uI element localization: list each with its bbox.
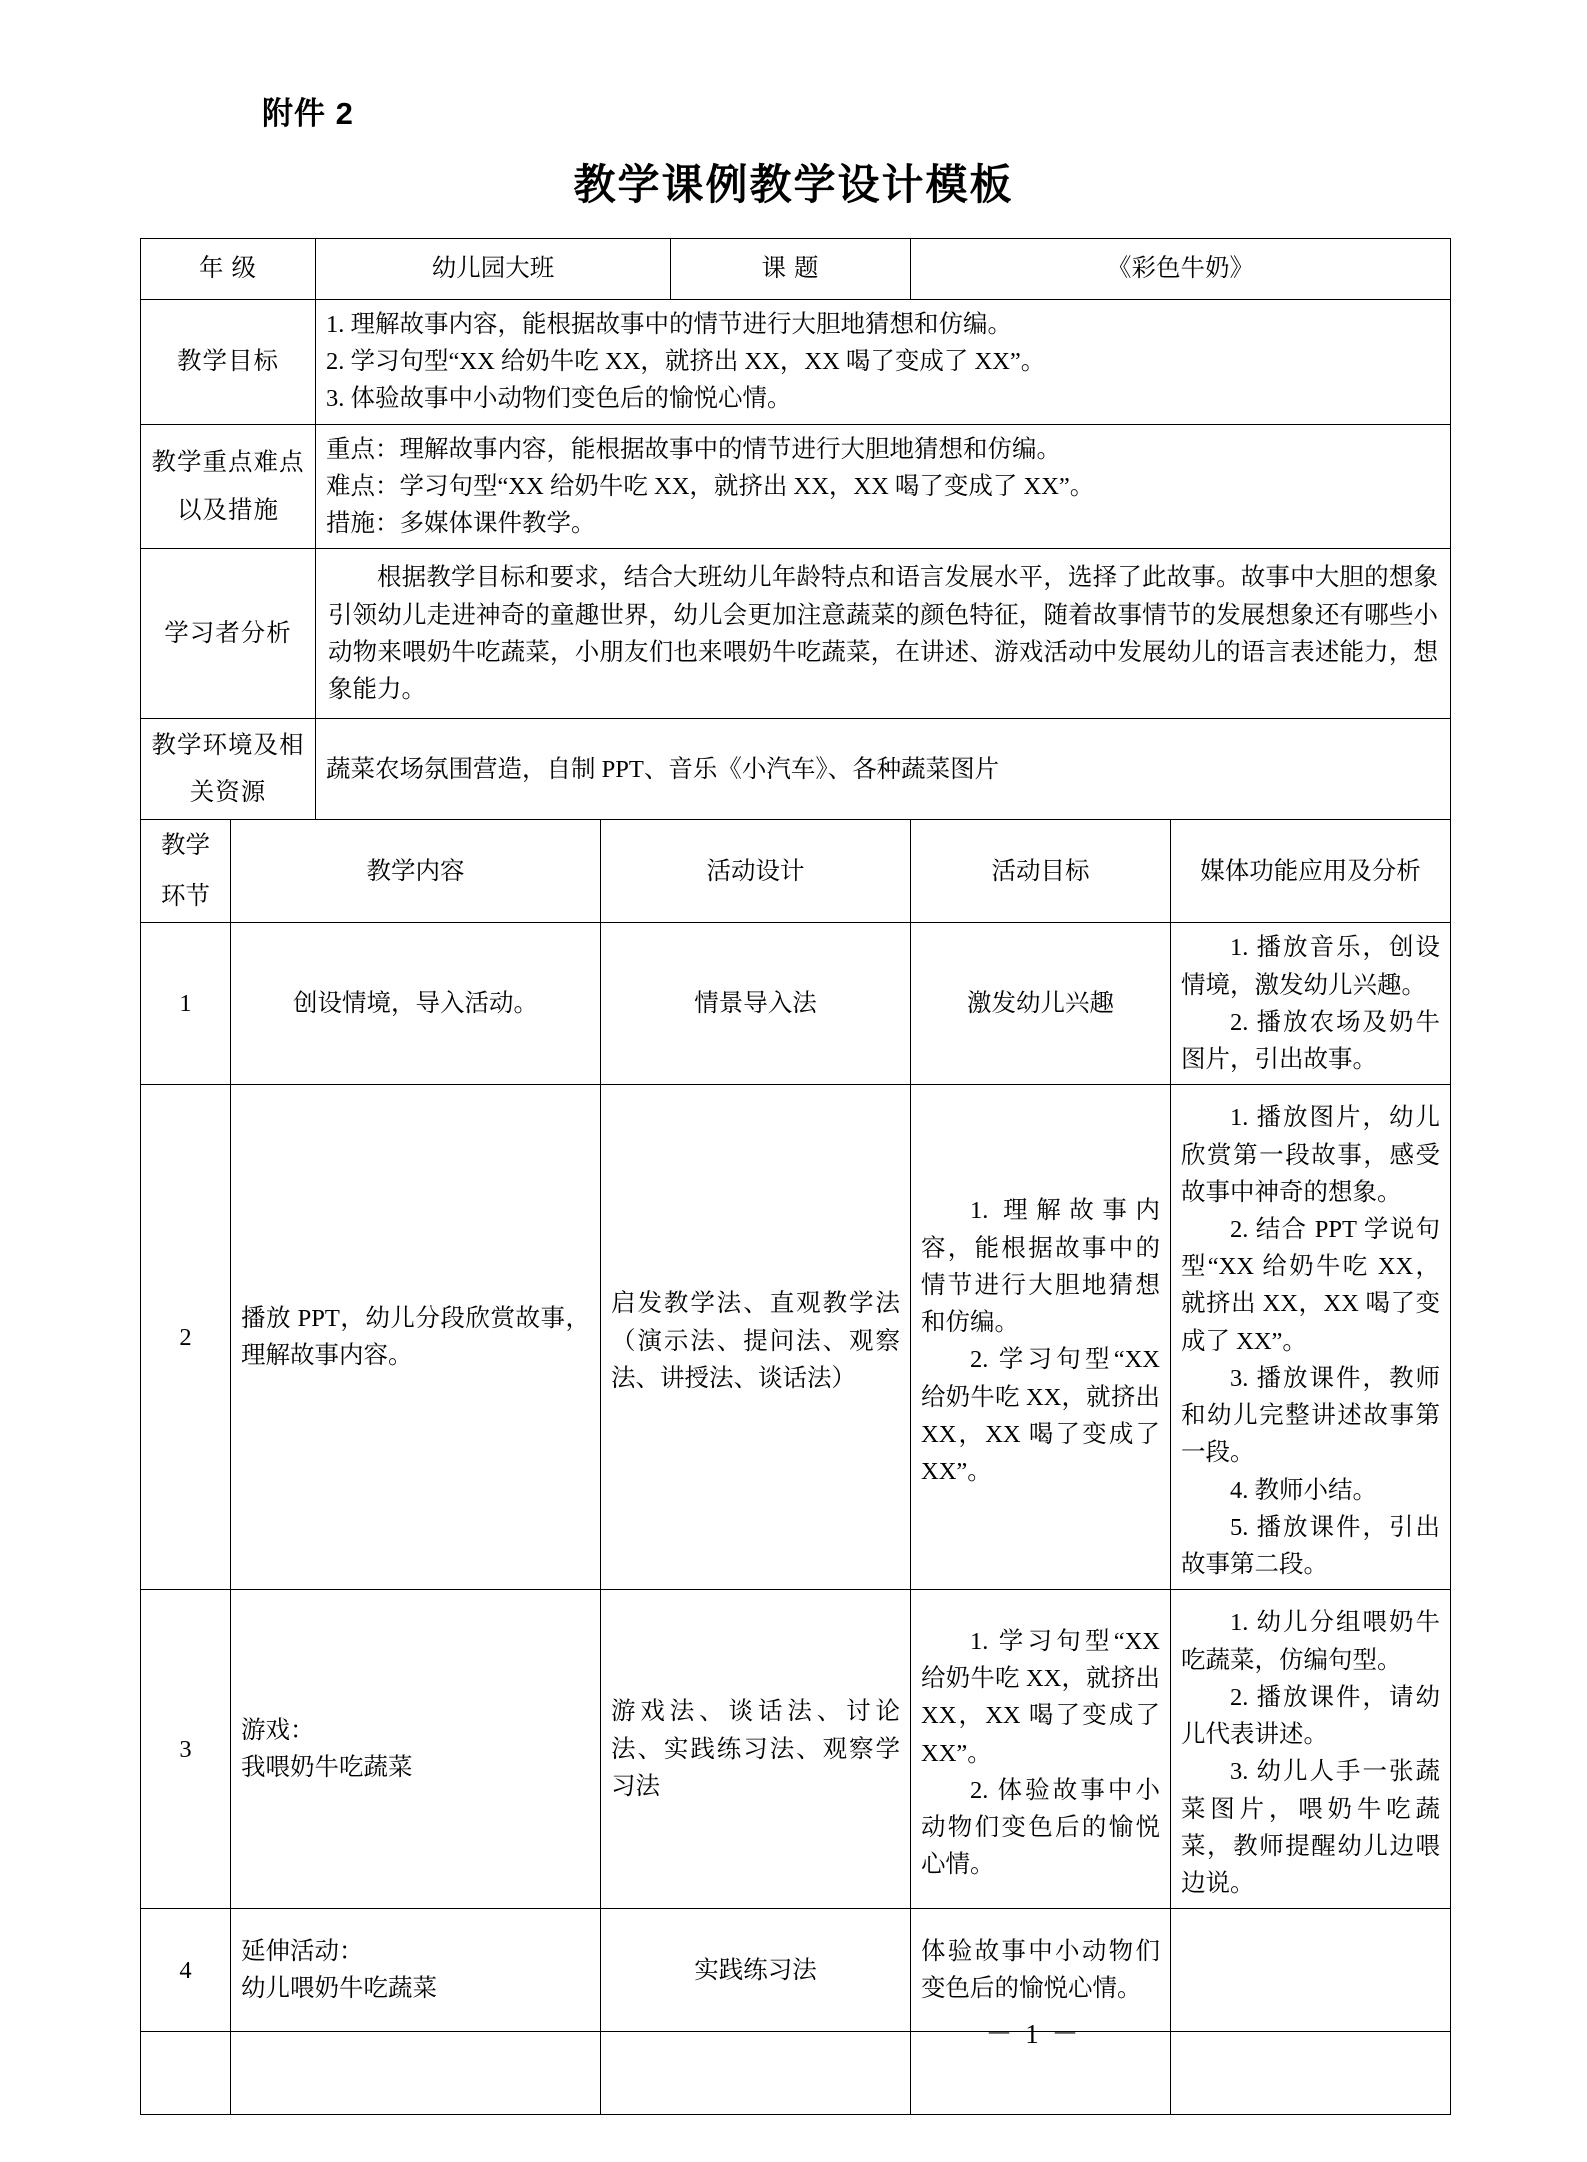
environment-label-line-2: 关资源 [189, 779, 267, 807]
keypoints-label [141, 424, 316, 549]
learner-value [316, 549, 1451, 719]
page-title: 教学课例教学设计模板 [573, 163, 1014, 209]
header-step-line-2: 环节 [161, 883, 210, 911]
table-row-objectives [141, 300, 1451, 425]
activity-header-row [141, 820, 1451, 923]
row-design: 启发教学法、直观教学法（演示法、提问法、观察法、讲授法、谈话法） [601, 1085, 911, 1590]
row-goal: 激发幼儿兴趣 [911, 923, 1171, 1085]
row-content: 创设情境，导入活动。 [231, 923, 601, 1085]
row-media-paragraph-1: 1. 播放音乐，创设情境，激发幼儿兴趣。 [1181, 934, 1440, 999]
topic-value: 《彩色牛奶》 [911, 239, 1451, 300]
row-content-line-1: 延伸活动： [241, 1937, 364, 1965]
keypoints-line-2: 难点：学习句型“XX 给奶牛吃 XX，就挤出 XX，XX 喝了变成了 XX”。 [326, 472, 1095, 500]
environment-label [141, 719, 316, 820]
row-media-paragraph-2: 2. 结合 PPT 学说句型“XX 给奶牛吃 XX，就挤出 XX，XX 喝了变成了 XX”。 [1181, 1215, 1440, 1355]
environment-label-line-1: 教学环境及相 [151, 732, 305, 760]
row-media-paragraph-4: 4. 教师小结。 [1230, 1476, 1377, 1504]
header-step [141, 820, 231, 923]
row-goal-paragraph-1: 1. 学习句型“XX 给奶牛吃 XX，就挤出 XX，XX 喝了变成了 XX”。 [921, 1627, 1160, 1767]
row-goal-paragraph-2: 2. 体验故事中小动物们变色后的愉悦心情。 [921, 1776, 1160, 1879]
table-row-grade [141, 239, 1451, 300]
row-step: 3 [141, 1590, 231, 1909]
row-goal [911, 1590, 1171, 1909]
row-content [231, 1590, 601, 1909]
row-media-paragraph-1: 1. 幼儿分组喂奶牛吃蔬菜，仿编句型。 [1181, 1609, 1440, 1674]
row-design: 实践练习法 [601, 1909, 911, 2032]
row-media-paragraph-2: 2. 播放课件，请幼儿代表讲述。 [1181, 1683, 1440, 1749]
row-media-paragraph-5: 5. 播放课件，引出故事第二段。 [1181, 1513, 1440, 1579]
table-row [141, 1590, 1451, 1909]
objectives-label: 教学目标 [141, 300, 316, 425]
row-goal [911, 1085, 1171, 1590]
objectives-line-2: 2. 学习句型“XX 给奶牛吃 XX，就挤出 XX，XX 喝了变成了 XX”。 [326, 348, 1046, 376]
grade-value: 幼儿园大班 [316, 239, 671, 300]
keypoints-line-1: 重点：理解故事内容，能根据故事中的情节进行大胆地猜想和仿编。 [326, 435, 1061, 463]
keypoints-label-line-1: 教学重点难点 [151, 449, 305, 477]
table-row-environment [141, 719, 1451, 820]
row-media [1171, 1085, 1451, 1590]
table-row-keypoints [141, 424, 1451, 549]
table-row [141, 1085, 1451, 1590]
row-content-line-2: 我喂奶牛吃蔬菜 [241, 1754, 413, 1782]
row-step: 2 [141, 1085, 231, 1590]
header-step-line-1: 教学 [161, 832, 210, 860]
row-content: 播放 PPT，幼儿分段欣赏故事，理解故事内容。 [231, 1085, 601, 1590]
row-step: 1 [141, 923, 231, 1085]
objectives-line-3: 3. 体验故事中小动物们变色后的愉悦心情。 [326, 385, 792, 413]
row-media-paragraph-3: 3. 播放课件，教师和幼儿完整讲述故事第一段。 [1181, 1364, 1440, 1467]
row-media-paragraph-3: 3. 幼儿人手一张蔬菜图片，喂奶牛吃蔬菜，教师提醒幼儿边喂边说。 [1181, 1758, 1440, 1897]
row-media-paragraph-2: 2. 播放农场及奶牛图片，引出故事。 [1181, 1008, 1440, 1074]
topic-label: 课 题 [671, 239, 911, 300]
attachment-label: 附件 2 [262, 96, 354, 131]
page-number: － 1 － [985, 2019, 1082, 2049]
keypoints-value [316, 424, 1451, 549]
row-step: 4 [141, 1909, 231, 2032]
learner-paragraph: 根据教学目标和要求，结合大班幼儿年龄特点和语言发展水平，选择了此故事。故事中大胆的想象引领幼儿走进神奇的童趣世界，幼儿会更加注意蔬菜的颜色特征，随着故事情节的发展想象还有哪些小动物来喂奶牛吃蔬菜，小朋友们也来喂奶牛吃蔬菜，在讲述、游戏活动中发展幼儿的语言表述能力，想象能力。 [328, 564, 1438, 704]
lesson-plan-table [140, 238, 1451, 2115]
row-goal-paragraph-1: 1. 理解故事内容，能根据故事中的情节进行大胆地猜想和仿编。 [921, 1197, 1160, 1337]
objectives-value [316, 300, 1451, 425]
keypoints-label-line-2: 以及措施 [177, 496, 279, 524]
header-design: 活动设计 [601, 820, 911, 923]
row-design: 游戏法、谈话法、讨论法、实践练习法、观察学习法 [601, 1590, 911, 1909]
row-goal: 体验故事中小动物们变色后的愉悦心情。 [911, 1909, 1171, 2032]
environment-value: 蔬菜农场氛围营造，自制 PPT、音乐《小汽车》、各种蔬菜图片 [316, 719, 1451, 820]
row-design: 情景导入法 [601, 923, 911, 1085]
row-goal-paragraph-2: 2. 学习句型“XX 给奶牛吃 XX，就挤出 XX，XX 喝了变成了 XX”。 [921, 1346, 1160, 1485]
header-goal: 活动目标 [911, 820, 1171, 923]
learner-label: 学习者分析 [141, 549, 316, 719]
row-media [1171, 1590, 1451, 1909]
header-media: 媒体功能应用及分析 [1171, 820, 1451, 923]
row-media [1171, 923, 1451, 1085]
table-row [141, 923, 1451, 1085]
row-media-paragraph-1: 1. 播放图片，幼儿欣赏第一段故事，感受故事中神奇的想象。 [1181, 1104, 1440, 1206]
objectives-line-1: 1. 理解故事内容，能根据故事中的情节进行大胆地猜想和仿编。 [326, 311, 1012, 338]
grade-label: 年 级 [141, 239, 316, 300]
row-content-line-2: 幼儿喂奶牛吃蔬菜 [241, 1975, 437, 2003]
keypoints-line-3: 措施：多媒体课件教学。 [326, 510, 596, 538]
table-row-learner-analysis [141, 549, 1451, 719]
header-content: 教学内容 [231, 820, 601, 923]
row-content-line-1: 游戏： [241, 1717, 315, 1745]
